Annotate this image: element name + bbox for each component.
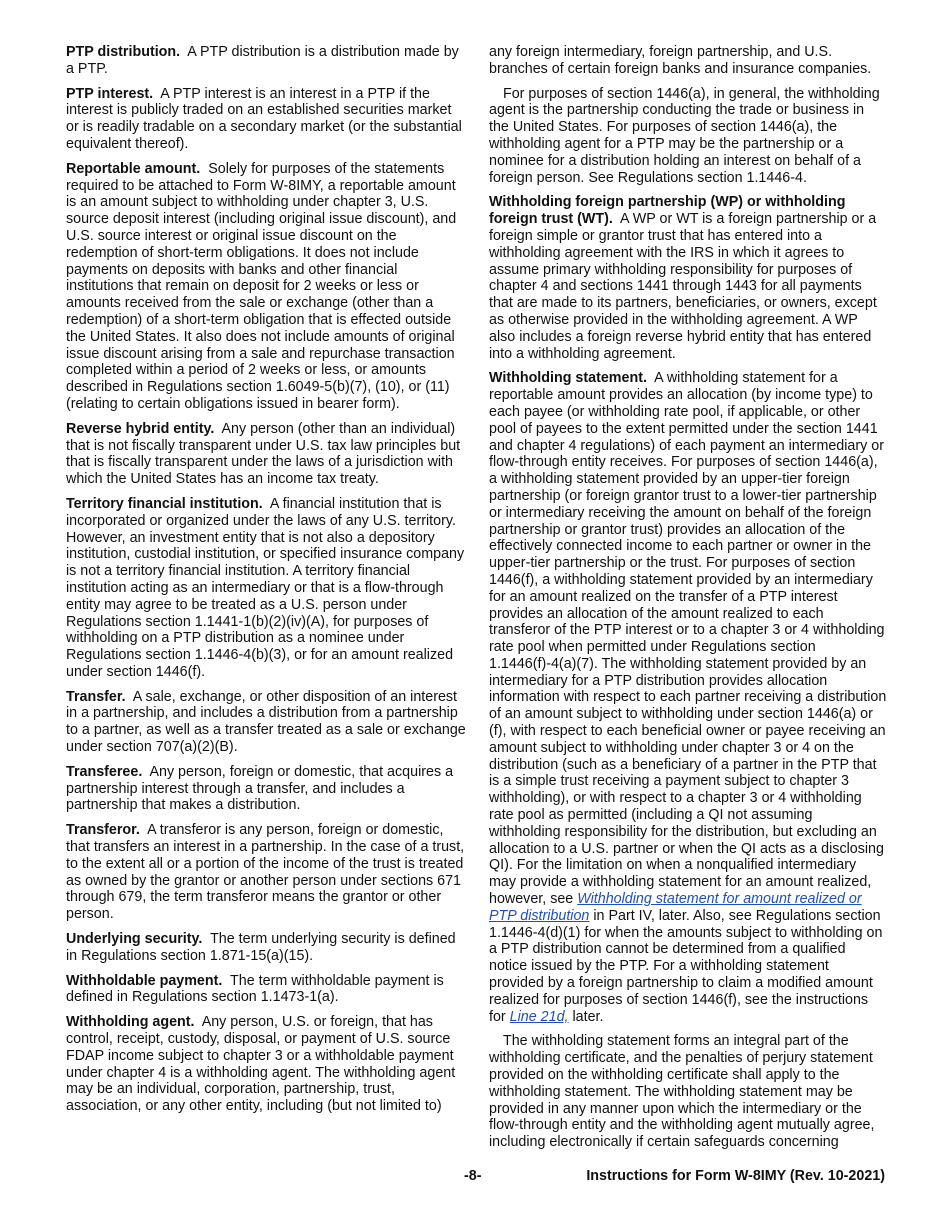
definition-text-continued: in Part IV, later. Also, see Regulations section 1.1446-4(d)(1) for when the amounts subject to withholding on a PTP distribution cannot be determined from a qualified notice issued by the PTP. For a withholding statement provided by a foreign partnership to claim a modified amount realized for purposes of section 1446(f), see the instructions for xyxy=(489,907,883,1025)
definition-text: A financial institution that is incorporated or organized under the laws of any U.S. territory. However, an investment entity that is not also a depository institution, custodial institution, or specified insurance company is not a territory financial institution. A territory financial institution acting as an intermediary or that is a flow-through entity may agree to be treated as a U.S. person under Regulations section 1.1441-1(b)(2)(iv)(A), for purposes of withholding on a PTP distribution as a nominee under Regulations section 1.1446-4(b)(3), or for an amount realized under section 1446(f). xyxy=(66,495,465,680)
definition-text-end: later. xyxy=(568,1008,604,1025)
definition-reportable-amount xyxy=(66,161,466,413)
definition-text: Solely for purposes of the statements required to be attached to Form W-8IMY, a reportable amount is an amount subject to withholding under chapter 3, U.S. source deposit interest (including original issue discount), and U.S. source interest or original issue discount on the redemption of short-term obligations. It does not include payments on deposits with banks and other financial institutions that remain on deposit for 2 weeks or less or amounts received from the sale or exchange (other than a redemption) of a short-term obligation that is effected outside the United States. It also does not include amounts of original issue discount arising from a sale and repurchase transaction completed within a period of 2 weeks or less, or amounts described in Regulations section 1.6049-5(b)(7), (10), or (11) (relating to certain obligations issued in bearer form). xyxy=(66,160,457,412)
withholding-statement-link[interactable]: Withholding statement for amount realized or PTP distribution xyxy=(489,891,862,924)
term-heading: Transferor. xyxy=(66,822,140,839)
definition-reverse-hybrid-entity xyxy=(66,421,466,488)
section-1446a-paragraph: For purposes of section 1446(a), in general, the withholding agent is the partnership conducting the trade or business in the United States. For purposes of section 1446(a), the withholding agent for a PTP may be the partnership or a nominee for a distribution holding an interest on behalf of a foreign person. See Regulations section 1.1446-4. xyxy=(489,85,880,186)
page-number: -8- xyxy=(464,1168,482,1184)
definition-withholding-foreign-partnership xyxy=(489,194,887,362)
definition-transfer xyxy=(66,689,466,756)
definition-text: The term underlying security is defined in Regulations section 1.871-15(a)(15). xyxy=(66,931,456,964)
definition-withholding-statement xyxy=(489,370,887,1025)
definition-ptp-distribution xyxy=(66,44,466,78)
left-column xyxy=(66,44,466,1123)
term-heading: Reportable amount. xyxy=(66,160,201,177)
term-heading: Withholding agent. xyxy=(66,1014,195,1031)
definition-text: Any person (other than an individual) that is not fiscally transparent under U.S. tax law principles but that is fiscally transparent under the laws of a jurisdiction with which the United States has an income tax treaty. xyxy=(66,420,461,488)
integral-part-paragraph: The withholding statement forms an integral part of the withholding certificate, and the penalties of perjury statement provided on the withholding certificate shall apply to the withholding statement. The withholding statement may be provided in any manner upon which the intermediary or the flow-through entity and the withholding agent mutually agree, including electronically if certain safeguards concerning xyxy=(489,1033,875,1151)
term-heading: Withholding foreign partnership (WP) or withholding foreign trust (WT). xyxy=(489,194,846,228)
term-heading: Transfer. xyxy=(66,688,126,705)
term-heading: PTP distribution. xyxy=(66,44,181,60)
definition-text: The term withholdable payment is defined in Regulations section 1.1473-1(a). xyxy=(66,972,444,1006)
right-column xyxy=(489,44,887,1159)
definition-transferee xyxy=(66,764,466,814)
definition-text: A transferor is any person, foreign or domestic, that transfers an interest in a partnership. In the case of a trust, to the extent all or a portion of the income of the trust is treated as owned by the grantor or another person under sections 671 through 679, the term transferor means the grantor or other person. xyxy=(66,822,465,923)
definition-territory-financial-institution xyxy=(66,496,466,681)
definition-withholding-agent xyxy=(66,1014,466,1115)
definition-text: Any person, U.S. or foreign, that has control, receipt, custody, disposal, or payment of U.S. source FDAP income subject to chapter 3 or a withholdable payment under chapter 4 is a withholding agent. The withholding agent may be an individual, corporation, partnership, trust, association, or any other entity, including (but not limited to) xyxy=(66,1014,456,1115)
line-21d-link[interactable]: Line 21d, xyxy=(509,1008,569,1025)
term-heading: Withholding statement. xyxy=(489,370,647,387)
definition-text: A PTP distribution is a distribution made by a PTP. xyxy=(66,44,459,77)
definition-text: A PTP interest is an interest in a PTP if the interest is publicly traded on an established securities market or is readily tradable on a secondary market (or the substantial equivalent thereof). xyxy=(66,85,462,152)
term-heading: PTP interest. xyxy=(66,85,154,102)
term-heading: Withholdable payment. xyxy=(66,972,223,989)
term-heading: Underlying security. xyxy=(66,931,203,948)
definition-text: Any person, foreign or domestic, that acquires a partnership interest through a transfer, and includes a partnership that makes a distribution. xyxy=(66,763,454,814)
definition-underlying-security xyxy=(66,931,466,965)
withholding-agent-continuation: any foreign intermediary, foreign partnership, and U.S. branches of certain foreign banks and insurance companies. xyxy=(489,44,872,77)
term-heading: Reverse hybrid entity. xyxy=(66,420,215,437)
definition-ptp-interest xyxy=(66,86,466,153)
definition-text: A sale, exchange, or other disposition of an interest in a partnership, and includes a distribution from a partnership to a partner, as well as a transfer treated as a sale or exchange under section 707(a)(2)(B). xyxy=(66,688,466,756)
definition-text: A withholding statement for a reportable amount provides an allocation (by income type) to each payee (or withholding rate pool, if applicable, or other pool of payees to the extent permitted under the section 1441 and chapter 4 regulations) of each payment an intermediary or flow-through entity receives. For purposes of section 1446(a), a withholding statement provided by an upper-tier foreign partnership (or foreign grantor trust to a lower-tier partnership or intermediary receiving the amount on behalf of the foreign partnership or grantor trust) provides an allocation of the effectively connected income to each partner or owner in the upper-tier partnership or the trust. For purposes of section 1446(f), a withholding statement provided by an intermediary for an amount realized on the transfer of a PTP interest provides an allocation of the amount realized to each transferor of the PTP interest or to a chapter 3 or 4 withholding rate pool when permitted under Regulations section 1.1446(f)-4(a)(7). The withholding statement provided by an intermediary for a PTP distribution provides allocation information with respect to each partner receiving a distribution of an amount subject to withholding under section 1446(a) or (f), with respect to each beneficial owner or payee receiving an amount subject to withholding under chapter 3 or 4 on the distribution (such as a beneficiary of a partner in the PTP that is a simple trust receiving a payment subject to chapter 3 withholding), or with respect to a chapter 3 or 4 withholding rate pool as permitted (including a QI not assuming withholding responsibility for the distribution, but excluding an allocation to a U.S. partner or when the QI acts as a disclosing QI). For the limitation on when a nonqualified intermediary may provide a withholding statement for an amount realized, however, see xyxy=(489,370,887,908)
term-heading: Transferee. xyxy=(66,763,143,780)
definition-text: A WP or WT is a foreign partnership or a foreign simple or grantor trust that has entered into a withholding agreement with the IRS in which it agrees to assume primary withholding responsibility for purposes of chapter 4 and sections 1441 through 1443 for all payments that are made to its partners, beneficiaries, or owners, except as otherwise provided in the withholding agreement. A WP also includes a foreign reverse hybrid entity that has entered into a withholding agreement. xyxy=(489,211,877,362)
definition-withholdable-payment xyxy=(66,973,466,1007)
term-heading: Territory financial institution. xyxy=(66,495,263,512)
form-title-footer: Instructions for Form W-8IMY (Rev. 10-2021) xyxy=(586,1168,885,1184)
definition-transferor xyxy=(66,822,466,923)
